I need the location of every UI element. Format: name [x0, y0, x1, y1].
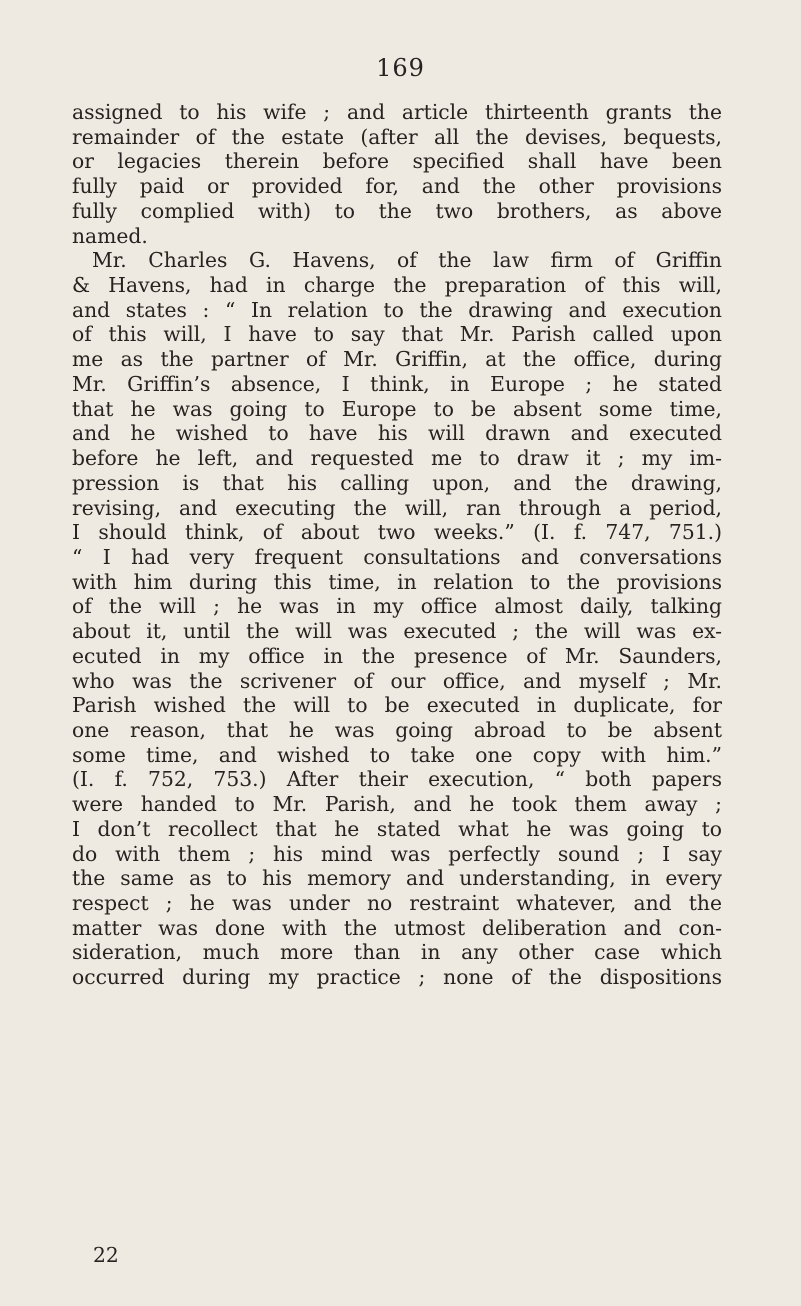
text-line: one reason, that he was going abroad to be absent [72, 717, 722, 742]
text-line: some time, and wished to take one copy with him.” [72, 742, 722, 767]
text-line: “ I had very frequent consultations and conversations [72, 544, 722, 569]
text-line: me as the partner of Mr. Griffin, at the office, during [72, 347, 722, 372]
text-line: (I. f. 752, 753.) After their execution, “ both papers [72, 767, 722, 792]
text-line: revising, and executing the will, ran through a period, [72, 495, 722, 520]
text-line: sideration, much more than in any other case which [72, 940, 722, 965]
text-line: and he wished to have his will drawn and executed [72, 421, 722, 446]
text-line: assigned to his wife ; and article thirteenth grants the [72, 100, 722, 124]
text-line: ecuted in my office in the presence of Mr. Saunders, [72, 643, 722, 668]
text-line: do with them ; his mind was perfectly sound ; I say [72, 841, 722, 866]
text-line: fully complied with) to the two brothers, as above [72, 198, 722, 223]
text-line: & Havens, had in charge the preparation of this will, [72, 273, 722, 298]
text-line: I don’t recollect that he stated what he was going to [72, 816, 722, 841]
text-line: of the will ; he was in my office almost daily, talking [72, 594, 722, 619]
text-line: Mr. Griffin’s absence, I think, in Europe ; he stated [72, 371, 722, 396]
text-line: with him during this time, in relation to the provisions [72, 569, 722, 594]
text-line: pression is that his calling upon, and the drawing, [72, 470, 722, 495]
text-line: were handed to Mr. Parish, and he took them away ; [72, 792, 722, 817]
text-line: and states : “ In relation to the drawing and execution [72, 297, 722, 322]
text-line: about it, until the will was executed ; the will was ex- [72, 619, 722, 644]
text-line: the same as to his memory and understanding, in every [72, 866, 722, 891]
text-line: named. [72, 223, 148, 248]
text-line: matter was done with the utmost deliberation and con- [72, 915, 722, 940]
text-line: of this will, I have to say that Mr. Parish called upon [72, 322, 722, 347]
text-line: remainder of the estate (after all the devises, bequests, [72, 124, 722, 149]
text-line: occurred during my practice ; none of the dispositions [72, 965, 722, 990]
page-number: 169 [376, 54, 425, 82]
paragraph-start-line: Mr. Charles G. Havens, of the law firm of Griffin [92, 248, 722, 273]
body-text [72, 100, 722, 990]
text-line: respect ; he was under no restraint whatever, and the [72, 891, 722, 915]
text-line: Parish wished the will to be executed in duplicate, for [72, 693, 722, 718]
signature-mark: 22 [93, 1243, 119, 1267]
text-line: before he left, and requested me to draw it ; my im- [72, 446, 722, 471]
text-line: fully paid or provided for, and the other provisions [72, 174, 722, 199]
text-line: that he was going to Europe to be absent some time, [72, 396, 722, 421]
text-line: I should think, of about two weeks.” (I. f. 747, 751.) [72, 520, 722, 545]
text-line: who was the scrivener of our office, and myself ; Mr. [72, 668, 722, 693]
text-line: or legacies therein before specified shall have been [72, 149, 722, 174]
